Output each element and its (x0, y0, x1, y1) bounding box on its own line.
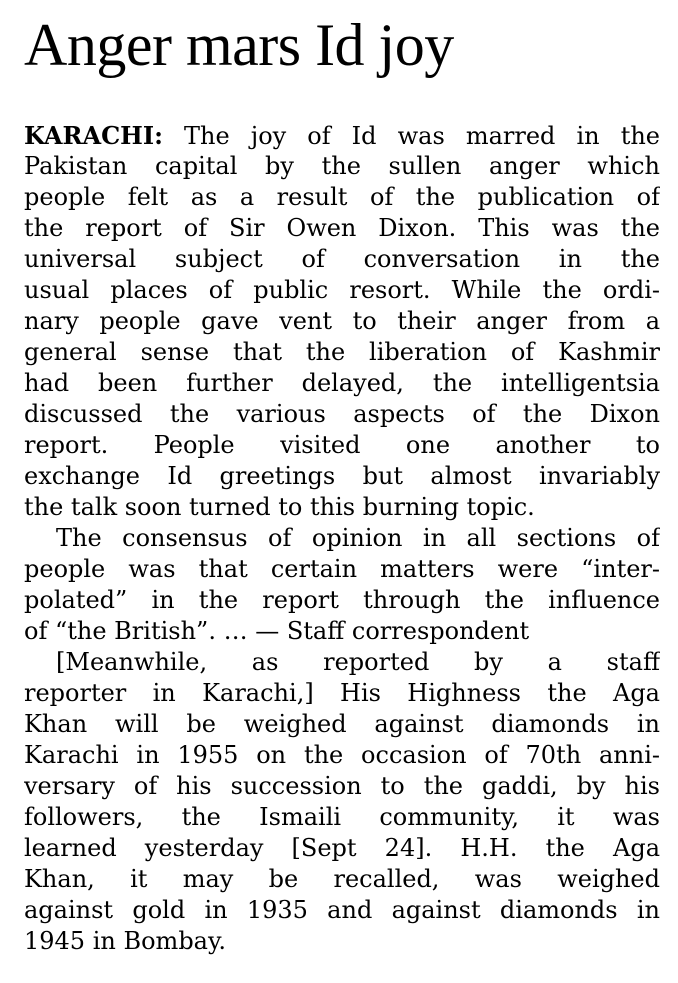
paragraph-3 (24, 647, 660, 957)
article-body (24, 120, 660, 957)
paragraph-1 (24, 120, 660, 523)
text-line: against gold in 1935 and against diamonds in (24, 896, 660, 924)
dateline: KARACHI: (24, 121, 163, 150)
text-line: Pakistan capital by the sullen anger which (24, 152, 660, 180)
news-article (24, 10, 660, 957)
text-line: people felt as a result of the publication of (24, 183, 660, 211)
text-line: 1945 in Bombay. (24, 927, 226, 955)
paragraph-2 (24, 523, 660, 647)
text-line: polated” in the report through the influence (24, 586, 660, 614)
text-line: Karachi in 1955 on the occasion of 70th anni- (24, 741, 660, 769)
text-line: KARACHI: The joy of Id was marred in the (24, 121, 660, 150)
byline: of “the British”. … — Staff correspondent (24, 617, 530, 645)
text-line: general sense that the liberation of Kashmir (24, 338, 660, 366)
text-line: usual places of public resort. While the ordi- (24, 276, 660, 304)
text-line: had been further delayed, the intelligentsia (24, 369, 660, 397)
text-line: reporter in Karachi,] His Highness the Aga (24, 679, 660, 707)
text-line: Khan will be weighed against diamonds in (24, 710, 660, 738)
text-line: nary people gave vent to their anger from a (24, 307, 660, 335)
text-line: exchange Id greetings but almost invariably (24, 462, 660, 490)
text-line: followers, the Ismaili community, it was (24, 803, 660, 831)
text-line: universal subject of conversation in the (24, 245, 660, 273)
text-line: The consensus of opinion in all sections of (56, 524, 660, 552)
text-line: the talk soon turned to this burning topic. (24, 493, 535, 521)
text-line: [Meanwhile, as reported by a staff (56, 648, 660, 676)
text-line: versary of his succession to the gaddi, by his (24, 772, 660, 800)
text-line: discussed the various aspects of the Dixon (24, 400, 660, 428)
text-line: Khan, it may be recalled, was weighed (24, 865, 660, 893)
text-line: people was that certain matters were “inter- (24, 555, 660, 583)
text-line: the report of Sir Owen Dixon. This was the (24, 214, 660, 242)
text-line: report. People visited one another to (24, 431, 660, 459)
headline: Anger mars Id joy (24, 12, 454, 78)
text-line: learned yesterday [Sept 24]. H.H. the Aga (24, 834, 660, 862)
